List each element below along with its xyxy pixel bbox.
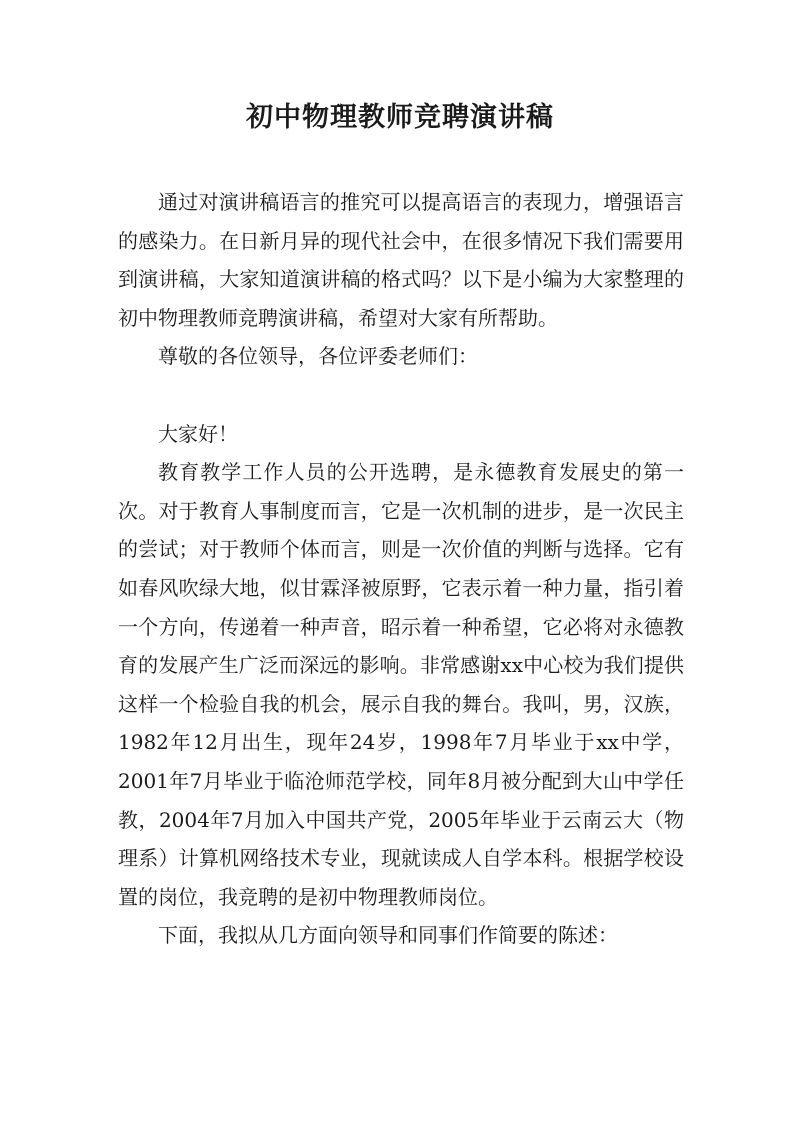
salutation-paragraph: 尊敬的各位领导，各位评委老师们： (158, 344, 478, 369)
intro-paragraph: 通过对演讲稿语言的推究可以提高语言的表现力，增强语言的感染力。在日新月异的现代社会中，在很多情况下我们需要用到演讲稿，大家知道演讲稿的格式吗？以下是小编为大家整理的初中物理教师竞聘演讲稿，希望对大家有所帮助。 (118, 190, 684, 330)
document-body (118, 183, 684, 955)
greeting-paragraph: 大家好！ (158, 421, 238, 446)
main-paragraph: 教育教学工作人员的公开选聘，是永德教育发展史的第一次。对于教育人事制度而言，它是一次机制的进步，是一次民主的尝试；对于教师个体而言，则是一次价值的判断与选择。它有如春风吹绿大地，似甘霖泽被原野，它表示着一种力量，指引着一个方向，传递着一种声音，昭示着一种希望，它必将对永德教育的发展产生广泛而深远的影响。非常感谢xx中心校为我们提供这样一个检验自我的机会，展示自我的舞台。我叫，男，汉族，1982年12月出生，现年24岁，1998年7月毕业于xx中学，2001年7月毕业于临沧师范学校，同年8月被分配到大山中学任教，2004年7月加入中国共产党，2005年毕业于云南云大（物理系）计算机网络技术专业，现就读成人自学本科。根据学校设置的岗位，我竞聘的是初中物理教师岗位。 (118, 460, 684, 909)
document-title: 初中物理教师竞聘演讲稿 (246, 102, 554, 133)
blank-line (118, 376, 684, 415)
closing-paragraph: 下面，我拟从几方面向领导和同事们作简要的陈述： (158, 923, 618, 948)
